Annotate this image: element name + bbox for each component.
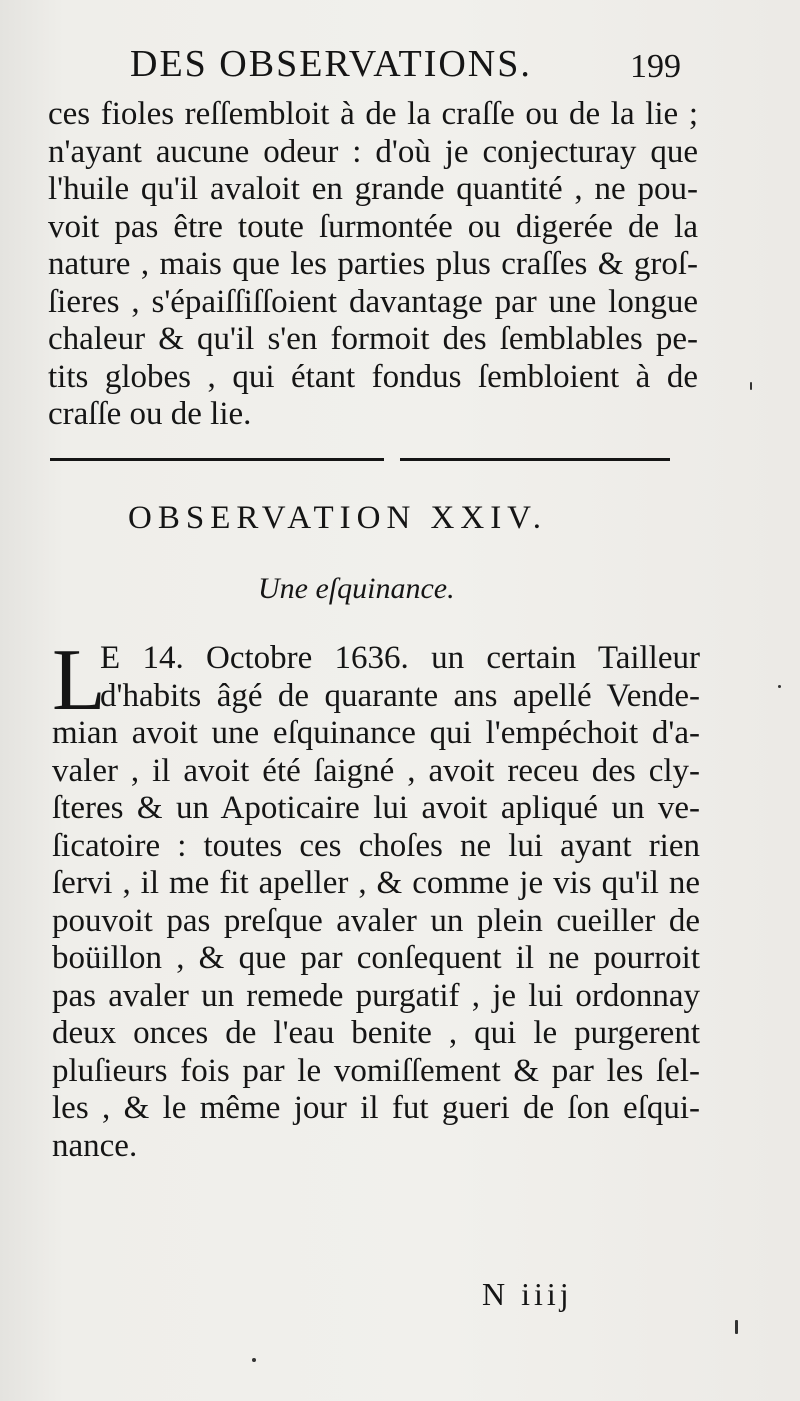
text-line: pouvoit pas preſque avaler un plein cueiller de (52, 902, 700, 939)
section-divider-right (400, 458, 670, 461)
text-line: ces fioles reſſembloit à de la craſſe ou de la lie ; (48, 96, 698, 132)
ink-speck (252, 1358, 256, 1362)
observation-subtitle: Une eſquinance. (258, 572, 455, 605)
text-line: mian avoit une eſquinance qui l'empéchoit d'a- (52, 715, 700, 751)
text-line: voit pas être toute ſurmontée ou digerée de la (48, 208, 698, 245)
text-line: deux onces de l'eau benite , qui le purgerent (52, 1015, 700, 1051)
paragraph-top (48, 96, 698, 434)
drop-cap: L (52, 632, 106, 729)
text-line: nance. (52, 1127, 138, 1164)
text-line: ſervi , il me fit apeller , & comme je vis qu'il ne (52, 865, 700, 901)
text-line: pluſieurs fois par le vomiſſement & par les ſel- (52, 1052, 700, 1089)
ink-speck (750, 382, 752, 390)
running-head: DES OBSERVATIONS. (130, 43, 532, 85)
text-line: nature , mais que les parties plus craſſes & groſ- (48, 246, 698, 282)
observation-heading: OBSERVATION XXIV. (128, 500, 548, 536)
text-line: pas avaler un remede purgatif , je lui ordonnay (52, 977, 700, 1014)
text-line: boüillon , & que par conſequent il ne pourroit (52, 940, 700, 976)
text-line: ſteres & un Apoticaire lui avoit apliqué un ve- (52, 790, 700, 826)
text-line: d'habits âgé de quarante ans apellé Vende- (100, 677, 700, 714)
ink-speck (778, 685, 781, 688)
text-line: tits globes , qui étant fondus ſembloient à de (48, 358, 698, 395)
text-line: n'ayant aucune odeur : d'où je conjecturay que (48, 133, 698, 170)
text-line: E 14. Octobre 1636. un certain Tailleur (100, 640, 700, 676)
text-line: l'huile qu'il avaloit en grande quantité , ne pou- (48, 171, 698, 207)
page-number: 199 (630, 48, 681, 85)
text-line: craſſe ou de lie. (48, 396, 252, 432)
text-line: chaleur & qu'il s'en formoit des ſemblables pe- (48, 321, 698, 357)
ink-speck (735, 1320, 738, 1334)
text-line: ſieres , s'épaiſſiſſoient davantage par une longue (48, 283, 698, 320)
text-line: les , & le même jour il fut gueri de ſon eſqui- (52, 1090, 700, 1126)
text-line: valer , il avoit été ſaigné , avoit receu des cly- (52, 752, 700, 789)
signature-mark: N iiij (482, 1276, 573, 1312)
text-line: ſicatoire : toutes ces choſes ne lui ayant rien (52, 827, 700, 864)
paragraph-observation (52, 640, 700, 1165)
section-divider-left (50, 458, 384, 461)
